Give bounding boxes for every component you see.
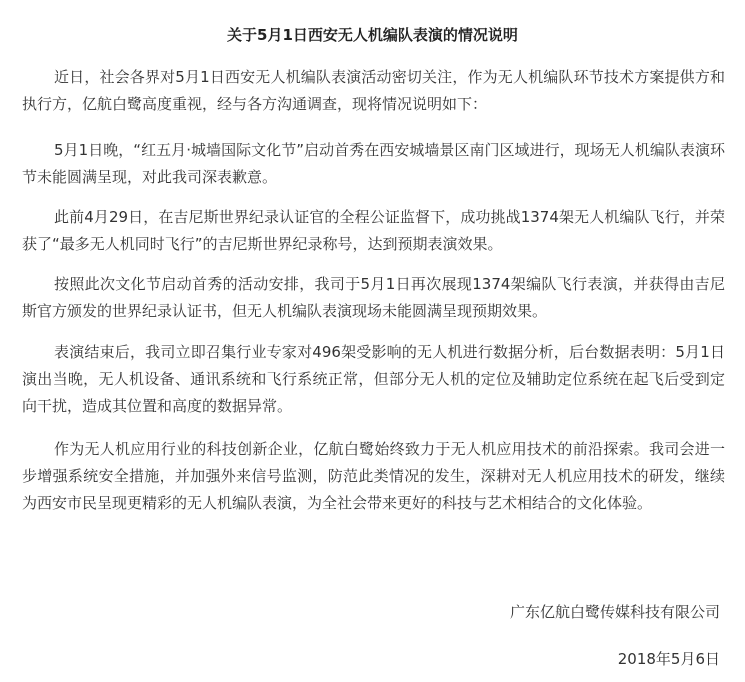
paragraph-guinness-record: 此前4月29日，在吉尼斯世界纪录认证官的全程公证监督下，成功挑战1374架无人机编队飞行，并荣获了“最多无人机同时飞行”的吉尼斯世界纪录称号，达到预期表演效果。 bbox=[22, 208, 725, 253]
paragraph-intro: 近日，社会各界对5月1日西安无人机编队表演活动密切关注，作为无人机编队环节技术方案提供方和执行方，亿航白鹭高度重视，经与各方沟通调查，现将情况说明如下： bbox=[22, 68, 725, 113]
paragraph-analysis: 表演结束后，我司立即召集行业专家对496架受影响的无人机进行数据分析，后台数据表明：5月1日演出当晚，无人机设备、通讯系统和飞行系统正常，但部分无人机的定位及辅助定位系统在起飞后受到定向干扰，造成其位置和高度的数据异常。 bbox=[22, 343, 725, 415]
document-title: 关于5月1日西安无人机编队表演的情况说明 bbox=[227, 26, 518, 44]
document-date: 2018年5月6日 bbox=[617, 650, 720, 668]
paragraph-event: 5月1日晚，“红五月·城墙国际文化节”启动首秀在西安城墙景区南门区域进行，现场无人机编队表演环节未能圆满呈现，对此我司深表歉意。 bbox=[22, 141, 725, 186]
paragraph-commitment: 作为无人机应用行业的科技创新企业，亿航白鹭始终致力于无人机应用技术的前沿探索。我司会进一步增强系统安全措施，并加强外来信号监测，防范此类情况的发生，深耕对无人机应用技术的研发，继续为西安市民呈现更精彩的无人机编队表演，为全社会带来更好的科技与艺术相结合的文化体验。 bbox=[22, 440, 725, 512]
company-signature: 广东亿航白鹭传媒科技有限公司 bbox=[509, 603, 720, 621]
paragraph-performance: 按照此次文化节启动首秀的活动安排，我司于5月1日再次展现1374架编队飞行表演，并获得由吉尼斯官方颁发的世界纪录认证书，但无人机编队表演现场未能圆满呈现预期效果。 bbox=[22, 275, 725, 320]
